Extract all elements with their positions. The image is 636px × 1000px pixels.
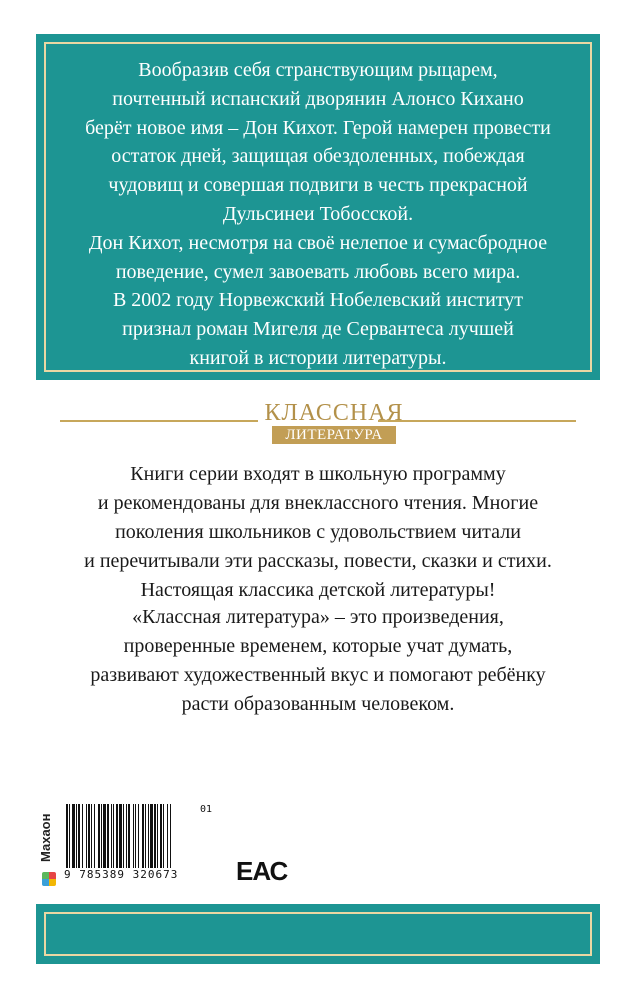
barcode-bar (128, 804, 130, 868)
barcode-digits: 9 785389 320673 (64, 868, 204, 881)
barcode-bar (126, 804, 127, 868)
bottom-band (36, 904, 600, 964)
description-2-line: развивают художественный вкус и помогают ребёнку (90, 664, 546, 686)
barcode-bar (154, 804, 156, 868)
barcode-bar (160, 804, 162, 868)
divider-left (60, 420, 258, 422)
barcode-bar (123, 804, 124, 868)
barcode-bar (133, 804, 134, 868)
synopsis-line: книгой в истории литературы. (189, 346, 447, 369)
barcode-bar (116, 804, 118, 868)
barcode-bar (167, 804, 168, 868)
barcode-bar (138, 804, 139, 868)
barcode-bar (66, 804, 68, 868)
synopsis-line: Дон Кихот, несмотря на своё нелепое и сумасбродное (88, 231, 548, 254)
barcode-bar (76, 804, 77, 868)
publisher-name: Махаон (38, 813, 53, 863)
synopsis-line: поведение, сумел завоевать любовь всего мира. (115, 260, 521, 283)
description-1-line: и перечитывали эти рассказы, повести, сказки и стихи. (84, 550, 552, 572)
synopsis-line: почтенный испанский дворянин Алонсо Кихано (112, 87, 524, 110)
barcode-bar (69, 804, 70, 868)
synopsis-line: берёт новое имя – Дон Кихот. Герой намерен провести (85, 116, 551, 139)
barcode-bar (113, 804, 114, 868)
series-logo (36, 400, 600, 446)
barcode-bar (119, 804, 122, 868)
description-2-line: расти образованным человеком. (181, 693, 455, 715)
divider-right (378, 420, 576, 422)
description-1-line: поколения школьников с удовольствием читали (115, 521, 521, 543)
synopsis-line: Дульсинеи Тобосской. (222, 202, 414, 225)
barcode-bar (107, 804, 109, 868)
barcode-bar (135, 804, 136, 868)
publisher-mark-icon (42, 872, 56, 886)
series-title-bottom: ЛИТЕРАТУРА (272, 426, 396, 444)
synopsis-line: В 2002 году Норвежский Нобелевский институт (112, 289, 524, 312)
barcode-bar (82, 804, 83, 868)
description-2-line: проверенные временем, которые учат думать, (123, 635, 513, 657)
synopsis-line: остаток дней, защищая обездоленных, побеждая (111, 145, 525, 168)
series-title-top: КЛАССНАЯ (264, 400, 404, 426)
description-1-line: Настоящая классика детской литературы! (140, 579, 496, 601)
barcode-bar (98, 804, 100, 868)
description-paragraph-1 (50, 460, 586, 605)
description-paragraph-2 (50, 603, 586, 719)
barcode-bar (103, 804, 106, 868)
barcode-bar (145, 804, 146, 868)
barcode-bar (94, 804, 95, 868)
description-2-line: «Классная литература» – это произведения, (132, 606, 504, 628)
barcode-bar (157, 804, 158, 868)
barcode-bar (142, 804, 144, 868)
barcode-bar (148, 804, 149, 868)
synopsis-line: чудовищ и совершая подвиги в честь прекрасной (108, 174, 528, 197)
barcode-bar (78, 804, 80, 868)
bottom-band-frame (44, 912, 592, 956)
barcode-bar (91, 804, 92, 868)
synopsis-line: Вообразив себя странствующим рыцарем, (138, 59, 498, 81)
eac-mark: ЕАС (236, 856, 288, 886)
description-1-line: и рекомендованы для внеклассного чтения. Многие (97, 492, 539, 514)
barcode-addon: 01 (200, 804, 213, 815)
barcode-bar (111, 804, 112, 868)
publisher-logo (38, 808, 60, 888)
barcode-bar (88, 804, 90, 868)
barcode-bar (72, 804, 75, 868)
barcode-bar (170, 804, 171, 868)
barcode-bar (86, 804, 87, 868)
barcode-bars (64, 804, 204, 870)
synopsis-panel (36, 34, 600, 380)
barcode-bar (163, 804, 164, 868)
synopsis-text (56, 56, 580, 373)
barcode-bar (101, 804, 102, 868)
barcode-bar (150, 804, 153, 868)
synopsis-line: признал роман Мигеля де Сервантеса лучшей (122, 318, 514, 341)
description-1-line: Книги серии входят в школьную программу (130, 463, 506, 485)
